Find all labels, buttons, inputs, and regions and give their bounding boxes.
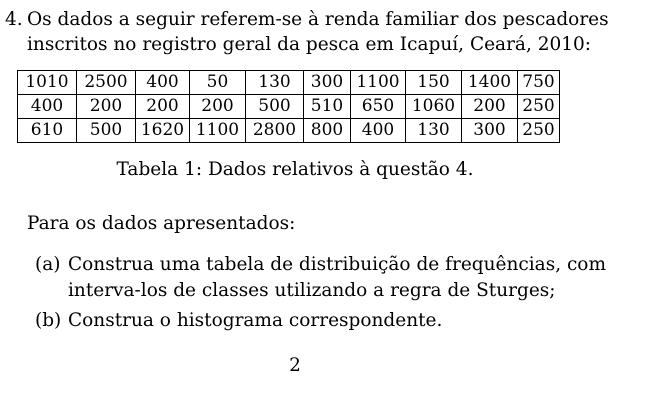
table-cell: 300 bbox=[462, 119, 518, 143]
table-cell: 1400 bbox=[462, 71, 518, 95]
table-cell: 610 bbox=[18, 119, 77, 143]
table-cell: 250 bbox=[518, 119, 560, 143]
table-cell: 400 bbox=[351, 119, 406, 143]
table-cell: 400 bbox=[18, 95, 77, 119]
table-cell: 510 bbox=[304, 95, 351, 119]
table-cell: 1620 bbox=[136, 119, 190, 143]
page-number: 2 bbox=[289, 355, 301, 376]
table-cell: 300 bbox=[304, 71, 351, 95]
table-row bbox=[18, 119, 560, 143]
table-cell: 250 bbox=[518, 95, 560, 119]
table-cell: 130 bbox=[406, 119, 462, 143]
table-row bbox=[18, 71, 560, 95]
table-cell: 50 bbox=[190, 71, 246, 95]
item-text: Construa uma tabela de distribuição de frequências, com interva-los de classes utilizando a regra de Sturges; bbox=[68, 254, 606, 301]
table-row bbox=[18, 95, 560, 119]
table-cell: 800 bbox=[304, 119, 351, 143]
table-cell: 500 bbox=[246, 95, 304, 119]
table-cell: 400 bbox=[136, 71, 190, 95]
table-cell: 130 bbox=[246, 71, 304, 95]
table-cell: 200 bbox=[77, 95, 136, 119]
table-cell: 1010 bbox=[18, 71, 77, 95]
table-cell: 1060 bbox=[406, 95, 462, 119]
table-cell: 2500 bbox=[77, 71, 136, 95]
item-marker: (a) bbox=[35, 254, 61, 275]
instruction-item-b bbox=[35, 308, 628, 334]
table-cell: 650 bbox=[351, 95, 406, 119]
table-cell: 200 bbox=[136, 95, 190, 119]
table-cell: 750 bbox=[518, 71, 560, 95]
table-cell: 150 bbox=[406, 71, 462, 95]
data-table bbox=[17, 70, 560, 143]
table-cell: 500 bbox=[77, 119, 136, 143]
question-block bbox=[5, 7, 645, 57]
instruction-item-a bbox=[35, 252, 628, 304]
table-cell: 2800 bbox=[246, 119, 304, 143]
item-marker: (b) bbox=[35, 310, 62, 331]
table-cell: 200 bbox=[462, 95, 518, 119]
table-caption: Tabela 1: Dados relativos à questão 4. bbox=[116, 159, 474, 180]
instructions-intro: Para os dados apresentados: bbox=[27, 213, 296, 234]
question-text: Os dados a seguir referem-se à renda familiar dos pescadores inscritos no registro geral da pesca em Icapuí, Ceará, 2010: bbox=[27, 9, 609, 55]
table-cell: 200 bbox=[190, 95, 246, 119]
item-text: Construa o histograma correspondente. bbox=[68, 310, 443, 331]
table-cell: 1100 bbox=[351, 71, 406, 95]
table-cell: 1100 bbox=[190, 119, 246, 143]
question-number: 4. bbox=[5, 9, 23, 30]
